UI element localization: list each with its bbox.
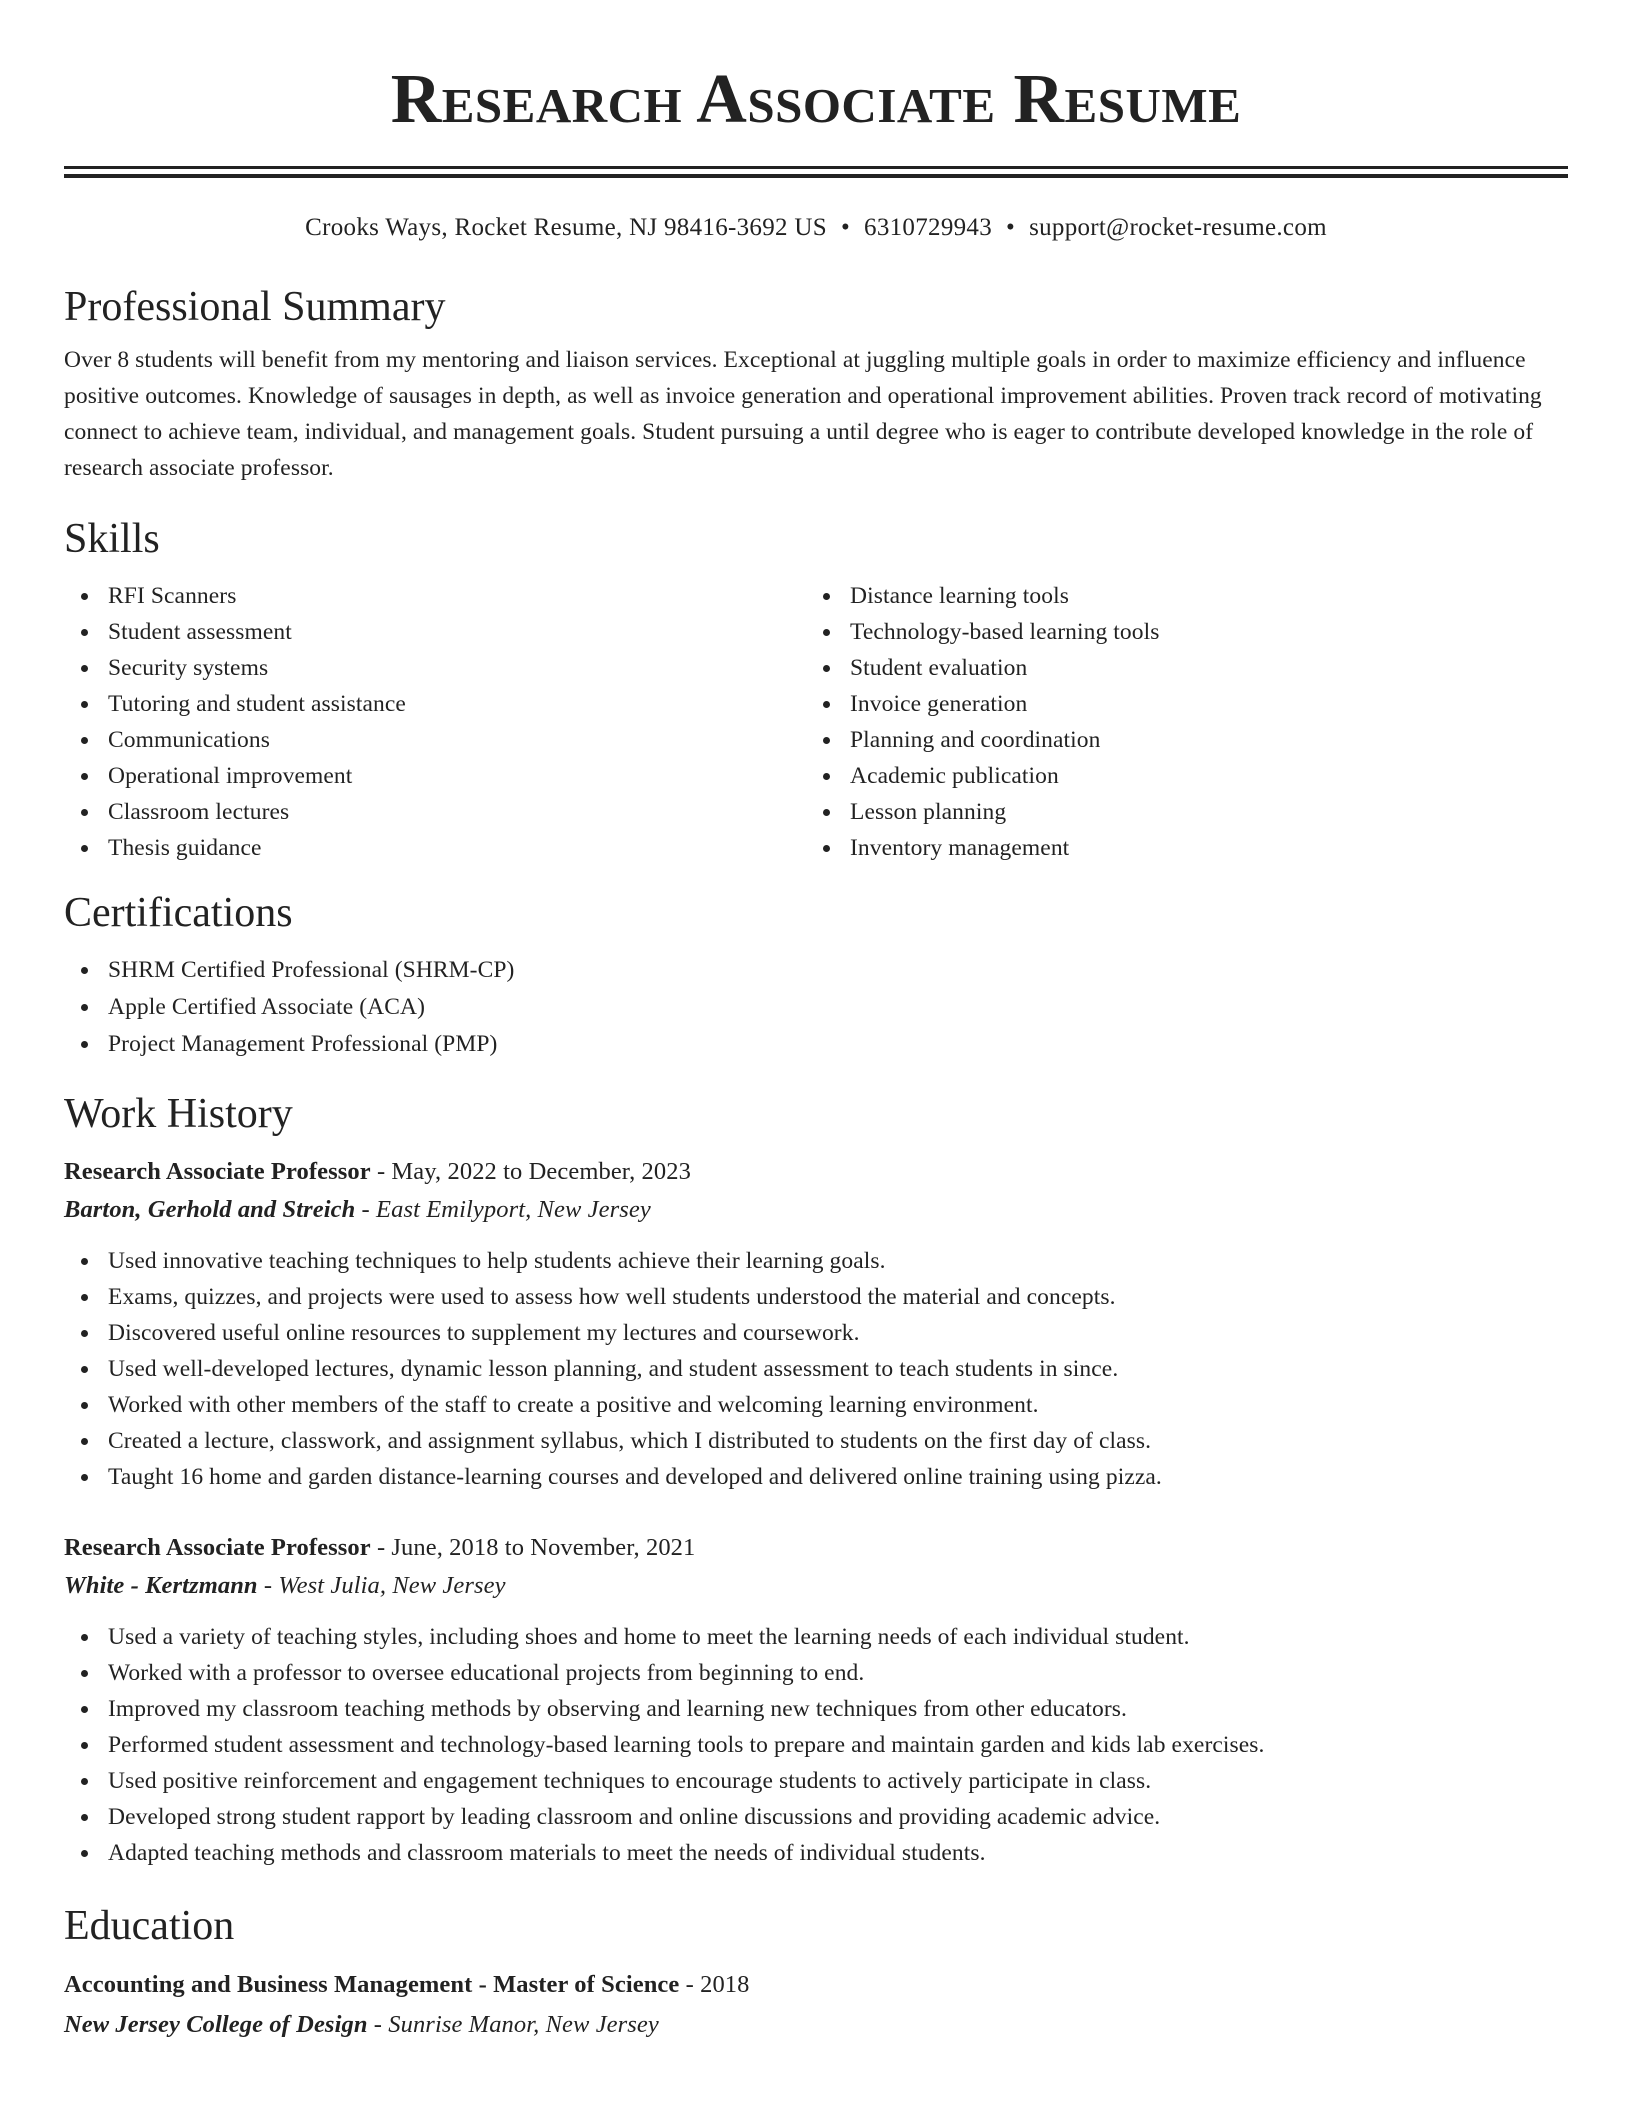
title-divider — [64, 166, 1568, 178]
education-location: - Sunrise Manor, New Jersey — [367, 2011, 659, 2038]
work-history-section — [64, 1089, 1568, 1871]
job-bullet: Adapted teaching methods and classroom materials to meet the needs of individual students. — [64, 1835, 1568, 1871]
skills-grid — [64, 578, 1568, 866]
job-title: Research Associate Professor — [64, 1158, 371, 1185]
job-dates: - June, 2018 to November, 2021 — [370, 1534, 696, 1561]
job-title-line — [64, 1529, 1568, 1567]
education-degree-line — [64, 1965, 1568, 2005]
skills-list-left — [64, 578, 806, 866]
skill-item: Operational improvement — [64, 758, 806, 794]
job-bullet: Discovered useful online resources to supplement my lectures and coursework. — [64, 1315, 1568, 1351]
job-bullet-list — [64, 1619, 1568, 1871]
education-section — [64, 1901, 1568, 2045]
skills-heading: Skills — [64, 516, 160, 562]
education-entry — [64, 1965, 1568, 2045]
skills-section — [64, 514, 1568, 866]
job-bullet: Improved my classroom teaching methods by observing and learning new techniques from other educators. — [64, 1691, 1568, 1727]
skill-item: RFI Scanners — [64, 578, 806, 614]
skills-list-right — [806, 578, 1548, 866]
skill-item: Lesson planning — [806, 794, 1548, 830]
education-school-line — [64, 2005, 1568, 2045]
job-bullet: Used well-developed lectures, dynamic lesson planning, and student assessment to teach students in since. — [64, 1351, 1568, 1387]
job-bullet: Created a lecture, classwork, and assignment syllabus, which I distributed to students on the first day of class. — [64, 1423, 1568, 1459]
skill-item: Academic publication — [806, 758, 1548, 794]
job-bullet: Worked with a professor to oversee educational projects from beginning to end. — [64, 1655, 1568, 1691]
job-company-line — [64, 1567, 1568, 1605]
resume-title: Research Associate Resume — [390, 61, 1242, 138]
summary-section — [64, 282, 1568, 486]
education-year: - 2018 — [679, 1971, 750, 1998]
certifications-heading: Certifications — [64, 890, 293, 936]
job-dates: - May, 2022 to December, 2023 — [370, 1158, 691, 1185]
job-entry — [64, 1529, 1568, 1871]
job-entry — [64, 1153, 1568, 1495]
job-location: - East Emilyport, New Jersey — [355, 1196, 651, 1223]
skill-item: Inventory management — [806, 830, 1548, 866]
education-heading: Education — [64, 1903, 235, 1949]
skill-item: Communications — [64, 722, 806, 758]
job-title: Research Associate Professor — [64, 1534, 371, 1561]
contact-separator: • — [840, 214, 851, 241]
contact-email[interactable]: support@rocket-resume.com — [1029, 214, 1327, 241]
skill-item: Distance learning tools — [806, 578, 1548, 614]
job-bullet: Used innovative teaching techniques to help students achieve their learning goals. — [64, 1243, 1568, 1279]
job-company: White - Kertzmann — [64, 1572, 258, 1599]
skills-column-left — [64, 578, 806, 866]
job-company: Barton, Gerhold and Streich — [64, 1196, 356, 1223]
job-bullet: Exams, quizzes, and projects were used to assess how well students understood the material and concepts. — [64, 1279, 1568, 1315]
skill-item: Classroom lectures — [64, 794, 806, 830]
certification-item: SHRM Certified Professional (SHRM-CP) — [64, 952, 1568, 989]
contact-phone: 6310729943 — [864, 214, 993, 241]
work-history-heading: Work History — [64, 1091, 293, 1137]
certifications-section — [64, 888, 1568, 1063]
skill-item: Security systems — [64, 650, 806, 686]
job-bullet: Worked with other members of the staff to create a positive and welcoming learning environment. — [64, 1387, 1568, 1423]
job-location: - West Julia, New Jersey — [257, 1572, 506, 1599]
job-bullet: Developed strong student rapport by leading classroom and online discussions and providing academic advice. — [64, 1799, 1568, 1835]
job-bullet: Used a variety of teaching styles, including shoes and home to meet the learning needs of each individual student. — [64, 1619, 1568, 1655]
certification-item: Apple Certified Associate (ACA) — [64, 989, 1568, 1026]
contact-address: Crooks Ways, Rocket Resume, NJ 98416-3692 US — [305, 214, 827, 241]
skill-item: Student assessment — [64, 614, 806, 650]
contact-separator: • — [1006, 214, 1016, 241]
job-bullet-list — [64, 1243, 1568, 1495]
skill-item: Tutoring and student assistance — [64, 686, 806, 722]
education-degree: Accounting and Business Management - Master of Science — [64, 1971, 680, 1998]
skill-item: Technology-based learning tools — [806, 614, 1548, 650]
skill-item: Invoice generation — [806, 686, 1548, 722]
job-bullet: Used positive reinforcement and engagement techniques to encourage students to actively participate in class. — [64, 1763, 1568, 1799]
summary-text: Over 8 students will benefit from my mentoring and liaison services. Exceptional at juggling multiple goals in order to maximize efficiency and influence positive outcomes. Knowledge of sausages in depth, as well as invoice generation and operational improvement abilities. Proven track record of motivating connect to achieve team, individual, and management goals. Student pursuing a until degree who is eager to contribute developed knowledge in the role of research associate professor. — [64, 347, 1542, 481]
education-school: New Jersey College of Design — [64, 2011, 368, 2038]
certifications-list — [64, 952, 1568, 1063]
skills-column-right — [806, 578, 1548, 866]
job-bullet: Taught 16 home and garden distance-learning courses and developed and delivered online training using pizza. — [64, 1459, 1568, 1495]
contact-line — [64, 212, 1568, 244]
job-company-line — [64, 1191, 1568, 1229]
skill-item: Planning and coordination — [806, 722, 1548, 758]
job-title-line — [64, 1153, 1568, 1191]
certification-item: Project Management Professional (PMP) — [64, 1026, 1568, 1063]
job-bullet: Performed student assessment and technology-based learning tools to prepare and maintain garden and kids lab exercises. — [64, 1727, 1568, 1763]
skill-item: Thesis guidance — [64, 830, 806, 866]
skill-item: Student evaluation — [806, 650, 1548, 686]
summary-heading: Professional Summary — [64, 284, 446, 330]
